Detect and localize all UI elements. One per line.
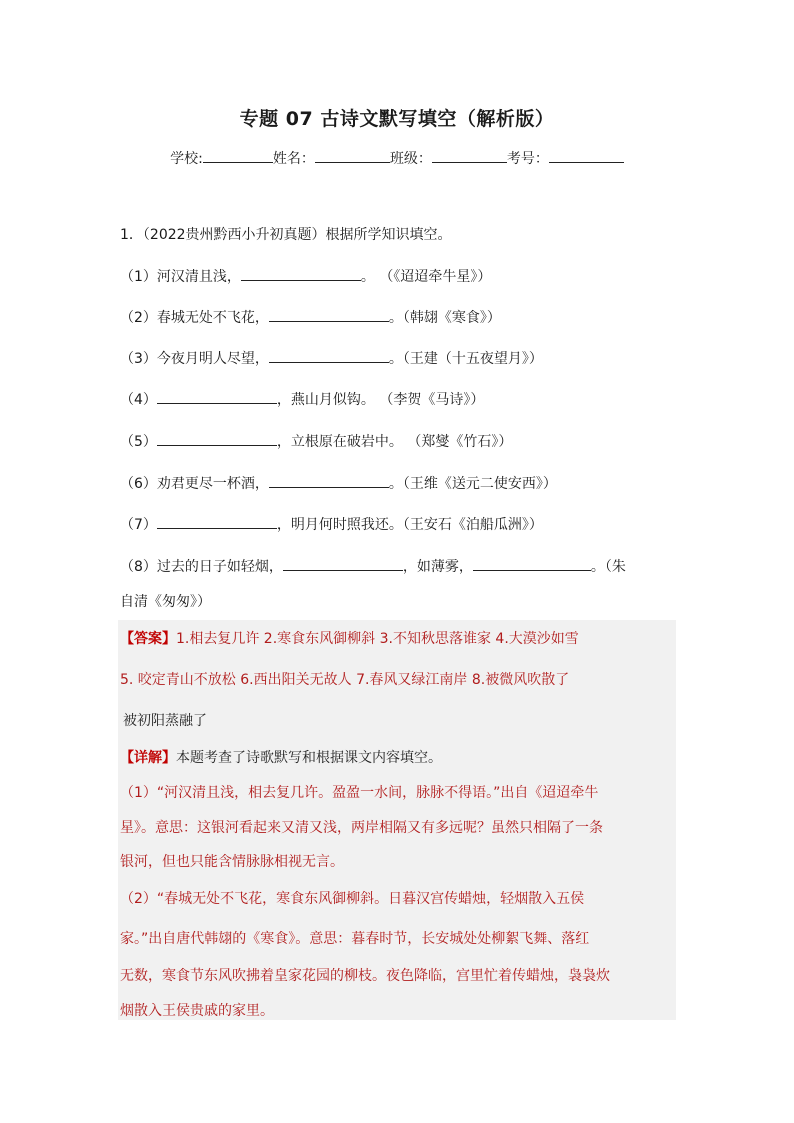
answer-line-3: 被初阳蒸融了 bbox=[123, 713, 207, 729]
number-blank bbox=[549, 148, 624, 163]
item-text: （6）劝君更尽一杯酒， bbox=[120, 476, 269, 492]
detail-p2-line-1: （2）“春城无处不飞花，寒食东风御柳斜。日暮汉宫传蜡烛，轻烟散入五侯 bbox=[120, 891, 585, 907]
item-text: （1）河汉清且浅， bbox=[120, 269, 241, 285]
item-text: （2）春城无处不飞花， bbox=[120, 310, 269, 326]
detail-p2-line-3: 无数，寒食节东风吹拂着皇家花园的柳枝。夜色降临，宫里忙着传蜡烛，袅袅炊 bbox=[120, 968, 610, 984]
item-source: 。（韩翃《寒食》） bbox=[388, 310, 501, 326]
question-item-7 bbox=[120, 514, 543, 534]
item-source: 。（王维《送元二使安西》） bbox=[388, 476, 557, 492]
student-info-line bbox=[0, 148, 794, 168]
question-item-2 bbox=[120, 307, 501, 327]
answer-blank bbox=[241, 266, 361, 281]
question-stem: 1．（2022贵州黔西小升初真题）根据所学知识填空。 bbox=[120, 227, 452, 243]
answer-blank bbox=[283, 556, 403, 571]
answer-blank bbox=[269, 473, 389, 488]
answer-line-1 bbox=[120, 628, 579, 648]
item-source: ，燕山月似钩。 （李贺《马诗》） bbox=[276, 392, 485, 408]
item-source: 。（王建（十五夜望月》） bbox=[388, 351, 543, 367]
detail-p1-line-1: （1）“河汉清且浅，相去复几许。盈盈一水间，脉脉不得语。”出自《迢迢牵牛 bbox=[120, 785, 599, 801]
item-source: 。（朱 bbox=[590, 559, 626, 575]
item-text: （8）过去的日子如轻烟， bbox=[120, 559, 283, 575]
item-text: （4） bbox=[120, 392, 157, 408]
question-item-6 bbox=[120, 473, 557, 493]
item-text: （7） bbox=[120, 517, 157, 533]
answer-blank bbox=[157, 514, 277, 529]
number-label: 考号： bbox=[506, 151, 549, 167]
answer-blank bbox=[473, 556, 591, 571]
detail-intro: 本题考查了诗歌默写和根据课文内容填空。 bbox=[176, 750, 442, 766]
detail-p2-line-4: 烟散入王侯贵戚的家里。 bbox=[120, 1003, 274, 1019]
answer-tag: 【答案】 bbox=[120, 631, 176, 647]
school-blank bbox=[203, 148, 273, 163]
detail-tag: 【详解】 bbox=[120, 750, 176, 766]
item-source: ，立根原在破岩中。 （郑燮《竹石》） bbox=[276, 434, 513, 450]
answer-box bbox=[118, 620, 676, 1020]
item-source: ，明月何时照我还。（王安石《泊船瓜洲》） bbox=[276, 517, 543, 533]
item-text: ，如薄雾， bbox=[402, 559, 473, 575]
question-item-3 bbox=[120, 348, 543, 368]
question-item-5 bbox=[120, 431, 512, 451]
detail-p1-line-3: 银河，但也只能含情脉脉相视无言。 bbox=[120, 854, 344, 870]
detail-p1-line-2: 星》。意思：这银河看起来又清又浅，两岸相隔又有多远呢？虽然只相隔了一条 bbox=[120, 820, 603, 836]
name-blank bbox=[315, 148, 390, 163]
class-label: 班级： bbox=[389, 151, 432, 167]
answer-blank bbox=[269, 348, 389, 363]
answer-blank bbox=[269, 307, 389, 322]
class-blank bbox=[432, 148, 507, 163]
detail-p2-line-2: 家。”出自唐代韩翃的《寒食》。意思：暮春时节，长安城处处柳絮飞舞、落红 bbox=[120, 931, 590, 947]
answer-blank bbox=[157, 431, 277, 446]
question-item-4 bbox=[120, 389, 484, 409]
question-item-8-continued: 自清《匆匆》） bbox=[120, 594, 211, 610]
answer-text: 1.相去复几许 2.寒食东风御柳斜 3.不知秋思落谁家 4.大漠沙如雪 bbox=[176, 631, 579, 647]
item-text: （3）今夜月明人尽望， bbox=[120, 351, 269, 367]
page-title: 专题 07 古诗文默写填空（解析版） bbox=[239, 108, 555, 130]
name-label: 姓名： bbox=[272, 151, 315, 167]
detail-intro-line bbox=[120, 747, 442, 767]
answer-line-2: 5. 咬定青山不放松 6.西出阳关无故人 7.春风又绿江南岸 8.被微风吹散了 bbox=[120, 672, 570, 688]
answer-blank bbox=[157, 389, 277, 404]
question-item-1 bbox=[120, 266, 491, 286]
item-source: 。 （《迢迢牵牛星》） bbox=[360, 269, 492, 285]
school-label: 学校: bbox=[170, 151, 203, 167]
item-text: （5） bbox=[120, 434, 157, 450]
question-item-8 bbox=[120, 556, 626, 576]
